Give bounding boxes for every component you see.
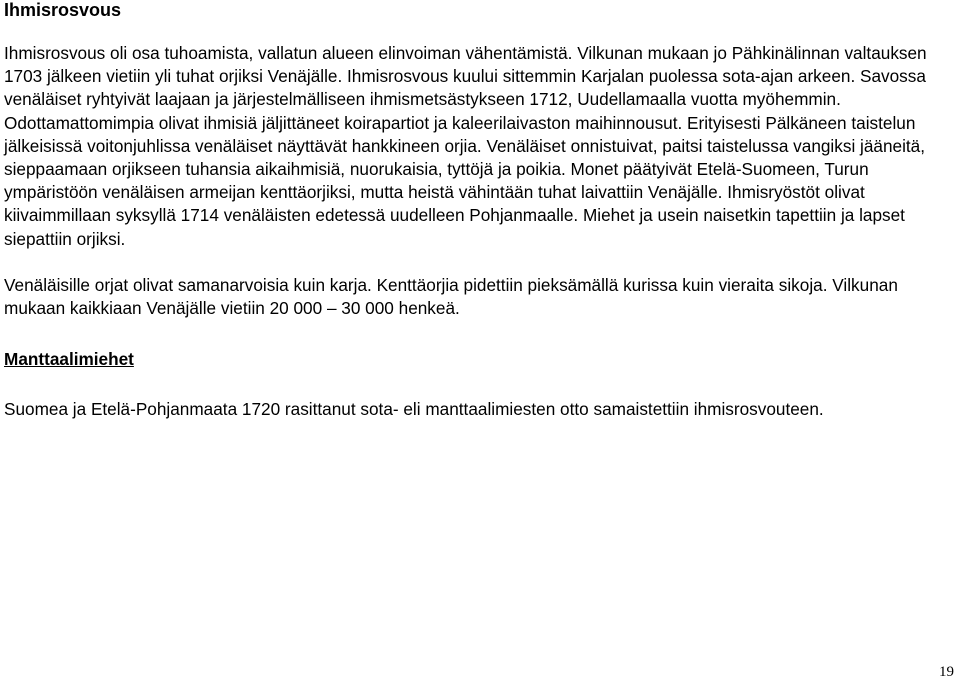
section-title-manttaalimiehet: Manttaalimiehet [4,349,134,370]
page-number: 19 [939,664,954,680]
document-page [4,0,952,421]
document-title: Ihmisrosvous [4,0,122,20]
paragraph-orjat: Venäläisille orjat olivat samanarvoisia kuin karja. Kenttäorjia pidettiin pieksämällä kurissa kuin vieraita sikoja. Vilkunan mukaan kaikkiaan Venäjälle vietiin 20 000 – 30 000 henkeä. [4,274,898,319]
paragraph-manttaalimiehet: Suomea ja Etelä-Pohjanmaata 1720 rasittanut sota- eli manttaalimiesten otto samaistettiin ihmisrosvouteen. [4,399,824,420]
paragraph-ihmisrosvous: Ihmisrosvous oli osa tuhoamista, vallatun alueen elinvoiman vähentämistä. Vilkunan mukaan jo Pähkinälinnan valtauksen 1703 jälkeen vietiin yli tuhat orjiksi Venäjälle. Ihmisrosvous kuului sittemmin Karjalan puolessa sota-ajan arkeen. Savossa venäläiset ryhtyivät laajaan ja järjestelmälliseen ihmismetsästykseen 1712, Uudellamaalla vuotta myöhemmin. Odottamattomimpia olivat ihmisiä jäljittäneet koirapartiot ja kaleerilaivaston maihinnousut. Erityisesti Pälkäneen taistelun jälkeisissä voitonjuhlissa venäläiset näyttävät hankkineen orjia. Venäläiset onnistuivat, paitsi taistelussa vangiksi jääneitä, sieppaamaan orjikseen tuhansia aikaihmisiä, nuorukaisia, tyttöjä ja poikia. Monet päätyivät Etelä-Suomeen, Turun ympäristöön venäläisen armeijan kenttäorjiksi, mutta heistä vähintään tuhat laivattiin Venäjälle. Ihmisryöstöt olivat kiivaimmillaan syksyllä 1714 venäläisten edetessä uudelleen Pohjanmaalle. Miehet ja usein naisetkin tapettiin ja lapset siepattiin orjiksi. [4,43,927,249]
